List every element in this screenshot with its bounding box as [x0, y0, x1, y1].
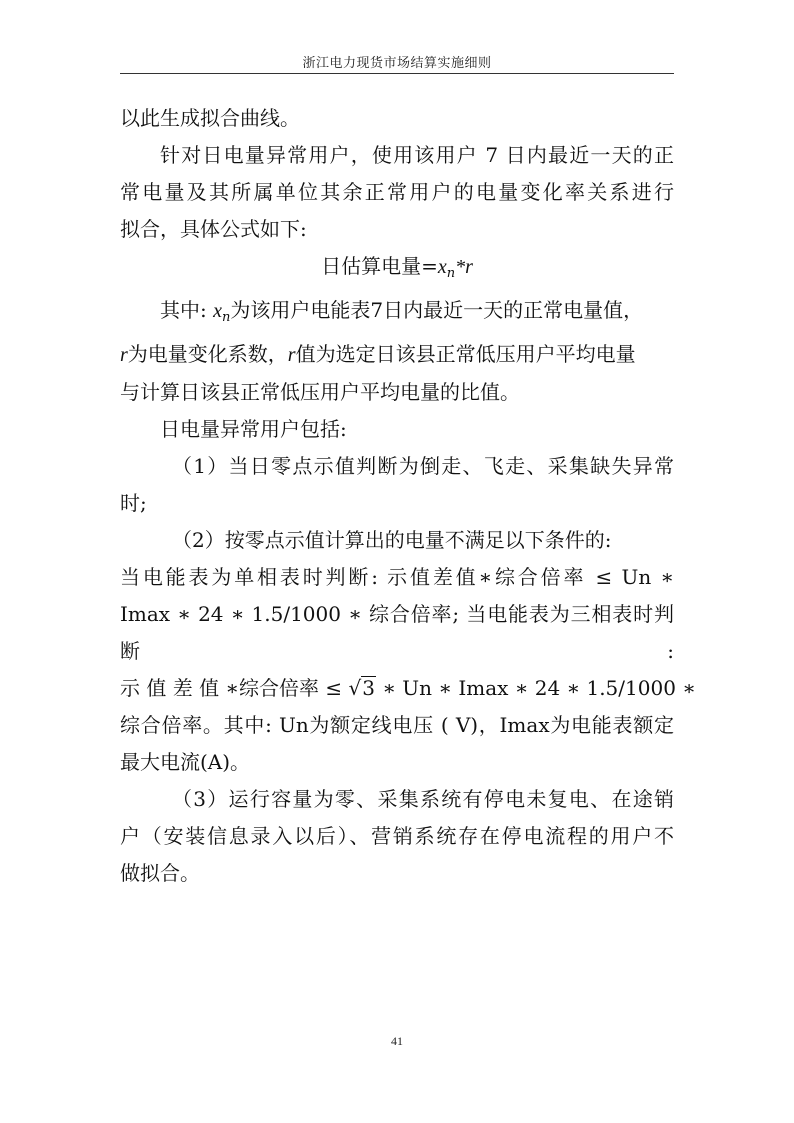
var-r: r	[287, 344, 296, 366]
text-run: 值为选定日该县正常低压用户平均电量	[295, 342, 636, 366]
paragraph-line: 日电量异常用户包括:	[160, 417, 347, 441]
paragraph-line: 时;	[120, 491, 147, 515]
paragraph-line: 常电量及其所属单位其余正常用户的电量变化率关系进行	[120, 180, 674, 204]
document-body	[120, 100, 696, 892]
paragraph-line: 综合倍率。其中: Un为额定线电压 ( V)，Imax为电能表额定	[120, 713, 674, 737]
paragraph-line: 最大电流(A)。	[120, 750, 251, 774]
paragraph-line: 拟合，具体公式如下:	[120, 217, 307, 241]
formula-x: x	[437, 256, 447, 278]
paragraph-line: Imax ∗ 24 ∗ 1.5/1000 ∗ 综合倍率; 当电能表为三相表时判断:	[120, 602, 674, 663]
page-number: 41	[391, 1034, 403, 1048]
paragraph-line: 做拟合。	[120, 861, 200, 885]
formula	[120, 248, 674, 292]
paragraph-line	[120, 336, 674, 374]
formula-r: r	[465, 256, 473, 278]
text-run: 为电量变化系数，	[127, 342, 288, 366]
paragraph-line: 当电能表为单相表时判断: 示值差值∗综合倍率 ≤ Un ∗	[120, 565, 674, 589]
radicand: 3	[362, 676, 375, 700]
formula-prefix: 日估算电量=	[321, 254, 438, 278]
text-run: 示 值 差 值 ∗综合倍率 ≤	[120, 676, 349, 700]
var-subscript-n: n	[222, 310, 231, 325]
var-r: r	[120, 344, 128, 366]
paragraph-line: 户（安装信息录入以后）、营销系统存在停电流程的用户不	[120, 824, 674, 848]
square-root: √3	[348, 676, 375, 700]
formula-subscript-n: n	[446, 266, 456, 281]
paragraph-line: （3）运行容量为零、采集系统有停电未复电、在途销	[172, 787, 674, 811]
paragraph-line: （2）按零点示值计算出的电量不满足以下条件的:	[172, 528, 612, 552]
paragraph-line: （1）当日零点示值判断为倒走、飞走、采集缺失异常	[172, 454, 674, 478]
text-run: 其中:	[160, 298, 214, 322]
text-run: 为该用户电能表7日内最近一天的正常电量值，	[230, 298, 644, 322]
var-x: x	[213, 300, 222, 322]
paragraph-line: 以此生成拟合曲线。	[120, 106, 300, 130]
paragraph-line: 针对日电量异常用户，使用该用户 7 日内最近一天的正	[160, 143, 674, 167]
text-run: ∗ Un ∗ Imax ∗ 24 ∗ 1.5/1000 ∗	[375, 676, 696, 700]
formula-star: *	[455, 256, 466, 278]
running-header: 浙江电力现货市场结算实施细则	[302, 56, 492, 71]
header-rule	[120, 73, 674, 74]
paragraph-line: 与计算日该县正常低压用户平均电量的比值。	[120, 380, 520, 404]
paragraph-line	[120, 670, 696, 707]
paragraph-line	[120, 292, 674, 336]
